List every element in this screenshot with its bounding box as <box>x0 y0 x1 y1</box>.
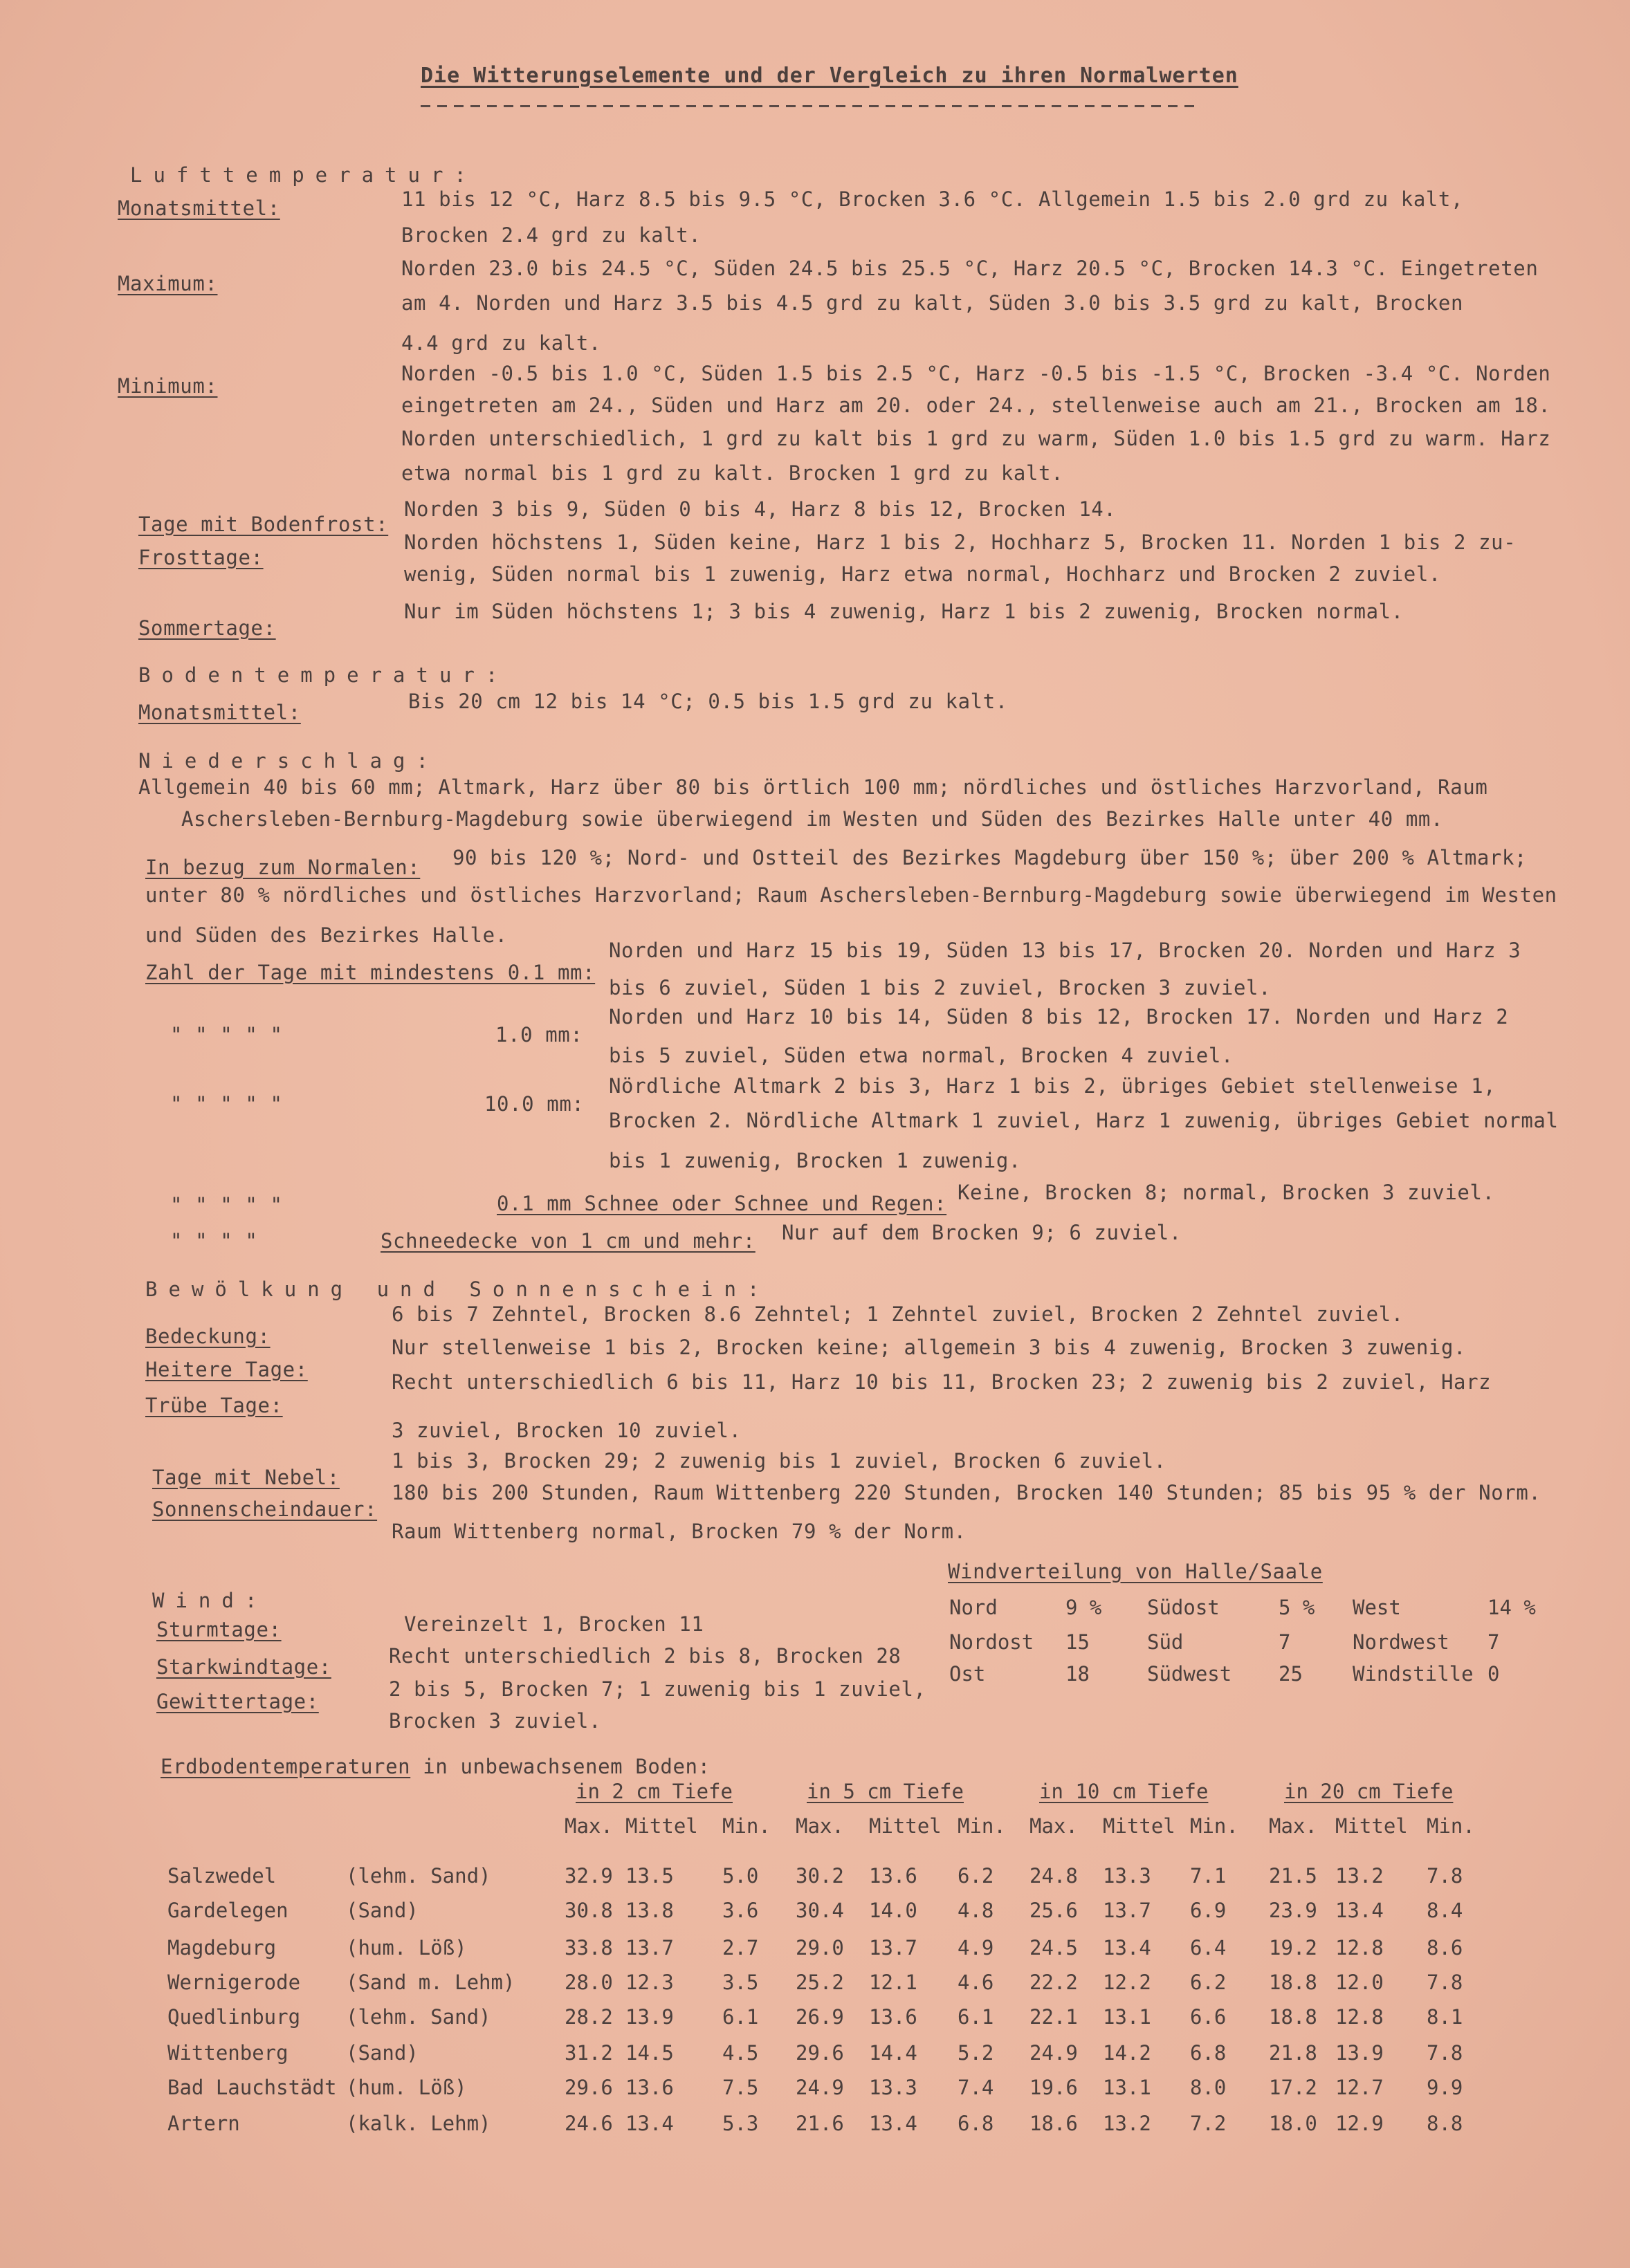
text-line: bis 6 zuviel, Süden 1 bis 2 zuviel, Brocken 3 zuviel. <box>609 976 1272 999</box>
text-line: bis 1 zuwenig, Brocken 1 zuwenig. <box>609 1149 1021 1172</box>
table-cell: 7.4 <box>958 2076 994 2099</box>
wind-cell: Nord <box>949 1596 998 1619</box>
table-cell: 7.5 <box>722 2076 759 2099</box>
text-line: Nur im Süden höchstens 1; 3 bis 4 zuwenig, Harz 1 bis 2 zuwenig, Brocken normal. <box>404 600 1404 623</box>
table-cell: 6.2 <box>1190 1971 1227 1994</box>
text-line: 1 bis 3, Brocken 29; 2 zuwenig bis 1 zuviel, Brocken 6 zuviel. <box>392 1449 1166 1473</box>
text-line: Norden 23.0 bis 24.5 °C, Süden 24.5 bis 25.5 °C, Harz 20.5 °C, Brocken 14.3 °C. Eingetreten <box>401 257 1539 280</box>
text-line: Bis 20 cm 12 bis 14 °C; 0.5 bis 1.5 grd zu kalt. <box>408 690 1008 713</box>
table-cell: 14.2 <box>1103 2041 1151 2065</box>
table-cell: 13.8 <box>625 1899 674 1922</box>
text-line: und Süden des Bezirkes Halle. <box>145 923 508 947</box>
section-heading-lufttemperatur: Lufttemperatur: <box>130 163 477 187</box>
table-cell: 30.8 <box>565 1899 613 1922</box>
text-line: Norden höchstens 1, Süden keine, Harz 1 bis 2, Hochharz 5, Brocken 11. Norden 1 bis 2 zu- <box>404 531 1517 554</box>
label-10mm: 10.0 mm: <box>484 1092 585 1116</box>
table-cell: 13.1 <box>1103 2005 1151 2029</box>
text-line: Brocken 2.4 grd zu kalt. <box>401 223 702 247</box>
erdboden-heading-rest: in unbewachsenem Boden: <box>410 1755 711 1778</box>
table-cell: 3.6 <box>722 1899 759 1922</box>
table-cell: 13.4 <box>625 2112 674 2135</box>
table-cell: 7.1 <box>1190 1864 1227 1888</box>
table-cell: 24.5 <box>1029 1936 1078 1960</box>
table-cell: 13.3 <box>1103 1864 1151 1888</box>
soil-type: (hum. Löß) <box>346 1936 467 1960</box>
table-cell: 24.8 <box>1029 1864 1078 1888</box>
table-cell: 31.2 <box>565 2041 613 2065</box>
column-subheader: Max. <box>1029 1814 1078 1838</box>
station-name: Magdeburg <box>167 1936 277 1960</box>
station-name: Quedlinburg <box>167 2005 301 2029</box>
text-line: Nördliche Altmark 2 bis 3, Harz 1 bis 2, übriges Gebiet stellenweise 1, <box>609 1074 1496 1098</box>
table-cell: 13.1 <box>1103 2076 1151 2099</box>
column-subheader: Max. <box>1269 1814 1317 1838</box>
table-cell: 24.6 <box>565 2112 613 2135</box>
station-name: Wittenberg <box>167 2041 289 2065</box>
text-line: am 4. Norden und Harz 3.5 bis 4.5 grd zu kalt, Süden 3.0 bis 3.5 grd zu kalt, Brocken <box>401 291 1464 315</box>
table-cell: 30.2 <box>796 1864 844 1888</box>
table-cell: 14.4 <box>869 2041 917 2065</box>
table-cell: 22.2 <box>1029 1971 1078 1994</box>
column-subheader: Min. <box>722 1814 771 1838</box>
table-cell: 13.7 <box>625 1936 674 1960</box>
table-cell: 13.3 <box>869 2076 917 2099</box>
table-cell: 14.0 <box>869 1899 917 1922</box>
text-line: Recht unterschiedlich 2 bis 8, Brocken 28 <box>389 1644 901 1668</box>
table-cell: 29.6 <box>565 2076 613 2099</box>
table-cell: 6.8 <box>958 2112 994 2135</box>
text-line: 90 bis 120 %; Nord- und Ostteil des Bezirkes Magdeburg über 150 %; über 200 % Altmark; <box>452 846 1528 869</box>
station-name: Artern <box>167 2112 240 2135</box>
label-maximum: Maximum: <box>118 272 218 295</box>
wind-cell: 25 <box>1279 1662 1303 1686</box>
table-cell: 9.9 <box>1427 2076 1463 2099</box>
column-subheader: Max. <box>796 1814 844 1838</box>
table-cell: 12.8 <box>1335 1936 1384 1960</box>
table-cell: 13.2 <box>1335 1864 1384 1888</box>
table-cell: 13.7 <box>1103 1899 1151 1922</box>
table-cell: 13.6 <box>869 1864 917 1888</box>
label-zahl-der-tage: Zahl der Tage mit mindestens 0.1 mm: <box>145 961 596 984</box>
label-sommertage: Sommertage: <box>138 616 276 640</box>
label-heitere-tage: Heitere Tage: <box>145 1358 308 1381</box>
table-cell: 7.8 <box>1427 1971 1463 1994</box>
table-cell: 13.4 <box>1335 1899 1384 1922</box>
section-heading-niederschlag: Niederschlag: <box>138 749 439 773</box>
table-cell: 32.9 <box>565 1864 613 1888</box>
table-cell: 29.0 <box>796 1936 844 1960</box>
label-gewittertage: Gewittertage: <box>156 1690 319 1713</box>
label-monatsmittel: Monatsmittel: <box>118 196 280 220</box>
table-cell: 5.0 <box>722 1864 759 1888</box>
table-cell: 23.9 <box>1269 1899 1317 1922</box>
table-cell: 8.0 <box>1190 2076 1227 2099</box>
table-cell: 21.5 <box>1269 1864 1317 1888</box>
text-line: Vereinzelt 1, Brocken 11 <box>404 1612 704 1636</box>
ditto-marks: " " " " <box>170 1229 258 1253</box>
table-cell: 21.8 <box>1269 2041 1317 2065</box>
table-cell: 8.8 <box>1427 2112 1463 2135</box>
wind-cell: Ost <box>949 1662 986 1686</box>
table-cell: 19.2 <box>1269 1936 1317 1960</box>
table-cell: 5.3 <box>722 2112 759 2135</box>
text-line: 11 bis 12 °C, Harz 8.5 bis 9.5 °C, Brocken 3.6 °C. Allgemein 1.5 bis 2.0 grd zu kalt, <box>401 187 1464 211</box>
erdboden-heading <box>161 1754 711 1779</box>
windverteilung-title: Windverteilung von Halle/Saale <box>948 1560 1323 1583</box>
label-sturmtage: Sturmtage: <box>156 1618 282 1641</box>
label-schneedecke: Schneedecke von 1 cm und mehr: <box>381 1229 756 1253</box>
section-heading-bewoelkung: Bewölkung und Sonnenschein: <box>145 1278 771 1301</box>
table-cell: 12.1 <box>869 1971 917 1994</box>
wind-cell: 7 <box>1279 1630 1291 1654</box>
table-cell: 4.8 <box>958 1899 994 1922</box>
text-line: etwa normal bis 1 grd zu kalt. Brocken 1 grd zu kalt. <box>401 461 1064 485</box>
table-cell: 8.1 <box>1427 2005 1463 2029</box>
column-subheader: Mittel <box>869 1814 942 1838</box>
table-cell: 14.5 <box>625 2041 674 2065</box>
label-schnee: 0.1 mm Schnee oder Schnee und Regen: <box>497 1192 947 1215</box>
column-subheader: Mittel <box>625 1814 698 1838</box>
table-cell: 33.8 <box>565 1936 613 1960</box>
wind-cell: Südwest <box>1147 1662 1232 1686</box>
table-cell: 12.0 <box>1335 1971 1384 1994</box>
label-in-bezug-zum-normalen: In bezug zum Normalen: <box>145 856 421 879</box>
table-cell: 12.8 <box>1335 2005 1384 2029</box>
text-line: Norden unterschiedlich, 1 grd zu kalt bis 1 grd zu warm, Süden 1.0 bis 1.5 grd zu warm. Harz <box>401 427 1551 450</box>
table-cell: 6.6 <box>1190 2005 1227 2029</box>
text-line: 180 bis 200 Stunden, Raum Wittenberg 220 Stunden, Brocken 140 Stunden; 85 bis 95 % der Norm. <box>392 1481 1541 1504</box>
text-line: Brocken 3 zuviel. <box>389 1709 602 1733</box>
wind-cell: 5 % <box>1279 1596 1315 1619</box>
table-cell: 13.6 <box>625 2076 674 2099</box>
table-cell: 25.6 <box>1029 1899 1078 1922</box>
table-cell: 22.1 <box>1029 2005 1078 2029</box>
label-tage-mit-bodenfrost: Tage mit Bodenfrost: <box>138 513 389 536</box>
table-cell: 18.0 <box>1269 2112 1317 2135</box>
table-cell: 3.5 <box>722 1971 759 1994</box>
table-cell: 7.8 <box>1427 1864 1463 1888</box>
column-subheader: Mittel <box>1335 1814 1408 1838</box>
label-minimum: Minimum: <box>118 374 218 398</box>
table-cell: 28.2 <box>565 2005 613 2029</box>
wind-cell: 14 % <box>1487 1596 1536 1619</box>
soil-type: (Sand m. Lehm) <box>346 1971 515 1994</box>
table-cell: 13.5 <box>625 1864 674 1888</box>
table-cell: 4.6 <box>958 1971 994 1994</box>
text-line: wenig, Süden normal bis 1 zuwenig, Harz etwa normal, Hochharz und Brocken 2 zuviel. <box>404 562 1441 586</box>
table-cell: 25.2 <box>796 1971 844 1994</box>
table-cell: 2.7 <box>722 1936 759 1960</box>
table-cell: 12.3 <box>625 1971 674 1994</box>
text-line: bis 5 zuviel, Süden etwa normal, Brocken 4 zuviel. <box>609 1044 1234 1067</box>
table-cell: 6.8 <box>1190 2041 1227 2065</box>
station-name: Bad Lauchstädt <box>167 2076 337 2099</box>
table-cell: 12.2 <box>1103 1971 1151 1994</box>
text-line: Norden und Harz 15 bis 19, Süden 13 bis 17, Brocken 20. Norden und Harz 3 <box>609 939 1521 962</box>
section-heading-wind: Wind: <box>152 1589 268 1612</box>
table-cell: 30.4 <box>796 1899 844 1922</box>
erdboden-heading-underlined: Erdbodentemperaturen <box>161 1755 411 1778</box>
table-cell: 18.8 <box>1269 1971 1317 1994</box>
ditto-marks: " " " " " <box>170 1193 283 1217</box>
page-title: Die Witterungselemente und der Vergleich zu ihren Normalwerten <box>421 64 1238 88</box>
table-cell: 13.7 <box>869 1936 917 1960</box>
wind-cell: 15 <box>1065 1630 1090 1654</box>
table-cell: 6.1 <box>722 2005 759 2029</box>
soil-type: (lehm. Sand) <box>346 2005 491 2029</box>
wind-cell: 0 <box>1487 1662 1500 1686</box>
section-heading-bodentemperatur: Bodentemperatur: <box>138 663 509 687</box>
table-cell: 7.8 <box>1427 2041 1463 2065</box>
table-cell: 17.2 <box>1269 2076 1317 2099</box>
label-frosttage: Frosttage: <box>138 546 264 569</box>
text-line: unter 80 % nördliches und östliches Harzvorland; Raum Aschersleben-Bernburg-Magdeburg sowie überwiegend im Westen <box>145 883 1557 907</box>
table-cell: 13.4 <box>1103 1936 1151 1960</box>
table-cell: 18.8 <box>1269 2005 1317 2029</box>
wind-cell: Süd <box>1147 1630 1184 1654</box>
table-cell: 6.1 <box>958 2005 994 2029</box>
label-tage-mit-nebel: Tage mit Nebel: <box>152 1466 340 1489</box>
soil-type: (lehm. Sand) <box>346 1864 491 1888</box>
table-cell: 7.2 <box>1190 2112 1227 2135</box>
label-bedeckung: Bedeckung: <box>145 1325 271 1348</box>
text-line: Keine, Brocken 8; normal, Brocken 3 zuviel. <box>958 1181 1495 1204</box>
text-line: Brocken 2. Nördliche Altmark 1 zuviel, Harz 1 zuwenig, übriges Gebiet normal <box>609 1109 1559 1132</box>
table-cell: 12.7 <box>1335 2076 1384 2099</box>
text-line: eingetreten am 24., Süden und Harz am 20. oder 24., stellenweise auch am 21., Brocken am 18. <box>401 394 1551 417</box>
text-line: Aschersleben-Bernburg-Magdeburg sowie überwiegend im Westen und Süden des Bezirkes Halle unter 40 mm. <box>181 807 1444 831</box>
table-cell: 13.2 <box>1103 2112 1151 2135</box>
table-cell: 29.6 <box>796 2041 844 2065</box>
text-line: Norden und Harz 10 bis 14, Süden 8 bis 12, Brocken 17. Norden und Harz 2 <box>609 1005 1509 1029</box>
depth-header: in 5 cm Tiefe <box>807 1780 964 1803</box>
table-cell: 8.4 <box>1427 1899 1463 1922</box>
table-cell: 4.9 <box>958 1936 994 1960</box>
column-subheader: Min. <box>1427 1814 1475 1838</box>
soil-type: (Sand) <box>346 2041 419 2065</box>
label-sonnenscheindauer: Sonnenscheindauer: <box>152 1497 378 1521</box>
ditto-marks: " " " " " <box>170 1023 283 1047</box>
depth-header: in 20 cm Tiefe <box>1284 1780 1454 1803</box>
label-starkwindtage: Starkwindtage: <box>156 1655 331 1679</box>
wind-cell: Nordwest <box>1353 1630 1449 1654</box>
text-line: 2 bis 5, Brocken 7; 1 zuwenig bis 1 zuviel, <box>389 1677 926 1701</box>
text-line: 3 zuviel, Brocken 10 zuviel. <box>392 1419 742 1442</box>
wind-cell: Nordost <box>949 1630 1034 1654</box>
text-line: Nur auf dem Brocken 9; 6 zuviel. <box>782 1221 1182 1244</box>
column-subheader: Min. <box>1190 1814 1238 1838</box>
soil-type: (kalk. Lehm) <box>346 2112 491 2135</box>
text-line: 6 bis 7 Zehntel, Brocken 8.6 Zehntel; 1 Zehntel zuviel, Brocken 2 Zehntel zuviel. <box>392 1302 1404 1326</box>
table-cell: 13.6 <box>869 2005 917 2029</box>
table-cell: 6.9 <box>1190 1899 1227 1922</box>
column-subheader: Min. <box>958 1814 1006 1838</box>
table-cell: 5.2 <box>958 2041 994 2065</box>
title-dashed-rule <box>421 105 1196 107</box>
text-line: Nur stellenweise 1 bis 2, Brocken keine; allgemein 3 bis 4 zuwenig, Brocken 3 zuwenig. <box>392 1336 1467 1359</box>
text-line: Raum Wittenberg normal, Brocken 79 % der Norm. <box>392 1520 967 1543</box>
column-subheader: Mittel <box>1103 1814 1175 1838</box>
text-line: Allgemein 40 bis 60 mm; Altmark, Harz über 80 bis örtlich 100 mm; nördliches und östliches Harzvorland, Raum <box>138 775 1488 799</box>
table-cell: 24.9 <box>1029 2041 1078 2065</box>
column-subheader: Max. <box>565 1814 613 1838</box>
station-name: Salzwedel <box>167 1864 277 1888</box>
label-monatsmittel: Monatsmittel: <box>138 701 301 724</box>
text-line: Norden 3 bis 9, Süden 0 bis 4, Harz 8 bis 12, Brocken 14. <box>404 497 1117 521</box>
wind-cell: 7 <box>1487 1630 1500 1654</box>
table-cell: 18.6 <box>1029 2112 1078 2135</box>
table-cell: 21.6 <box>796 2112 844 2135</box>
station-name: Wernigerode <box>167 1971 301 1994</box>
table-cell: 13.9 <box>625 2005 674 2029</box>
soil-type: (Sand) <box>346 1899 419 1922</box>
wind-cell: 18 <box>1065 1662 1090 1686</box>
table-cell: 19.6 <box>1029 2076 1078 2099</box>
text-line: Norden -0.5 bis 1.0 °C, Süden 1.5 bis 2.5 °C, Harz -0.5 bis -1.5 °C, Brocken -3.4 °C. Norden <box>401 362 1551 385</box>
table-cell: 6.2 <box>958 1864 994 1888</box>
soil-type: (hum. Löß) <box>346 2076 467 2099</box>
table-cell: 26.9 <box>796 2005 844 2029</box>
depth-header: in 2 cm Tiefe <box>576 1780 733 1803</box>
wind-cell: 9 % <box>1065 1596 1102 1619</box>
wind-cell: Windstille <box>1353 1662 1474 1686</box>
wind-cell: Südost <box>1147 1596 1220 1619</box>
table-cell: 24.9 <box>796 2076 844 2099</box>
table-cell: 6.4 <box>1190 1936 1227 1960</box>
wind-cell: West <box>1353 1596 1401 1619</box>
table-cell: 4.5 <box>722 2041 759 2065</box>
text-line: Recht unterschiedlich 6 bis 11, Harz 10 bis 11, Brocken 23; 2 zuwenig bis 2 zuviel, Harz <box>392 1370 1492 1394</box>
table-cell: 13.9 <box>1335 2041 1384 2065</box>
ditto-marks: " " " " " <box>170 1092 283 1116</box>
label-truebe-tage: Trübe Tage: <box>145 1394 283 1417</box>
table-cell: 28.0 <box>565 1971 613 1994</box>
table-cell: 8.6 <box>1427 1936 1463 1960</box>
station-name: Gardelegen <box>167 1899 289 1922</box>
text-line: 4.4 grd zu kalt. <box>401 331 601 355</box>
label-1mm: 1.0 mm: <box>495 1023 583 1047</box>
table-cell: 13.4 <box>869 2112 917 2135</box>
depth-header: in 10 cm Tiefe <box>1039 1780 1209 1803</box>
table-cell: 12.9 <box>1335 2112 1384 2135</box>
